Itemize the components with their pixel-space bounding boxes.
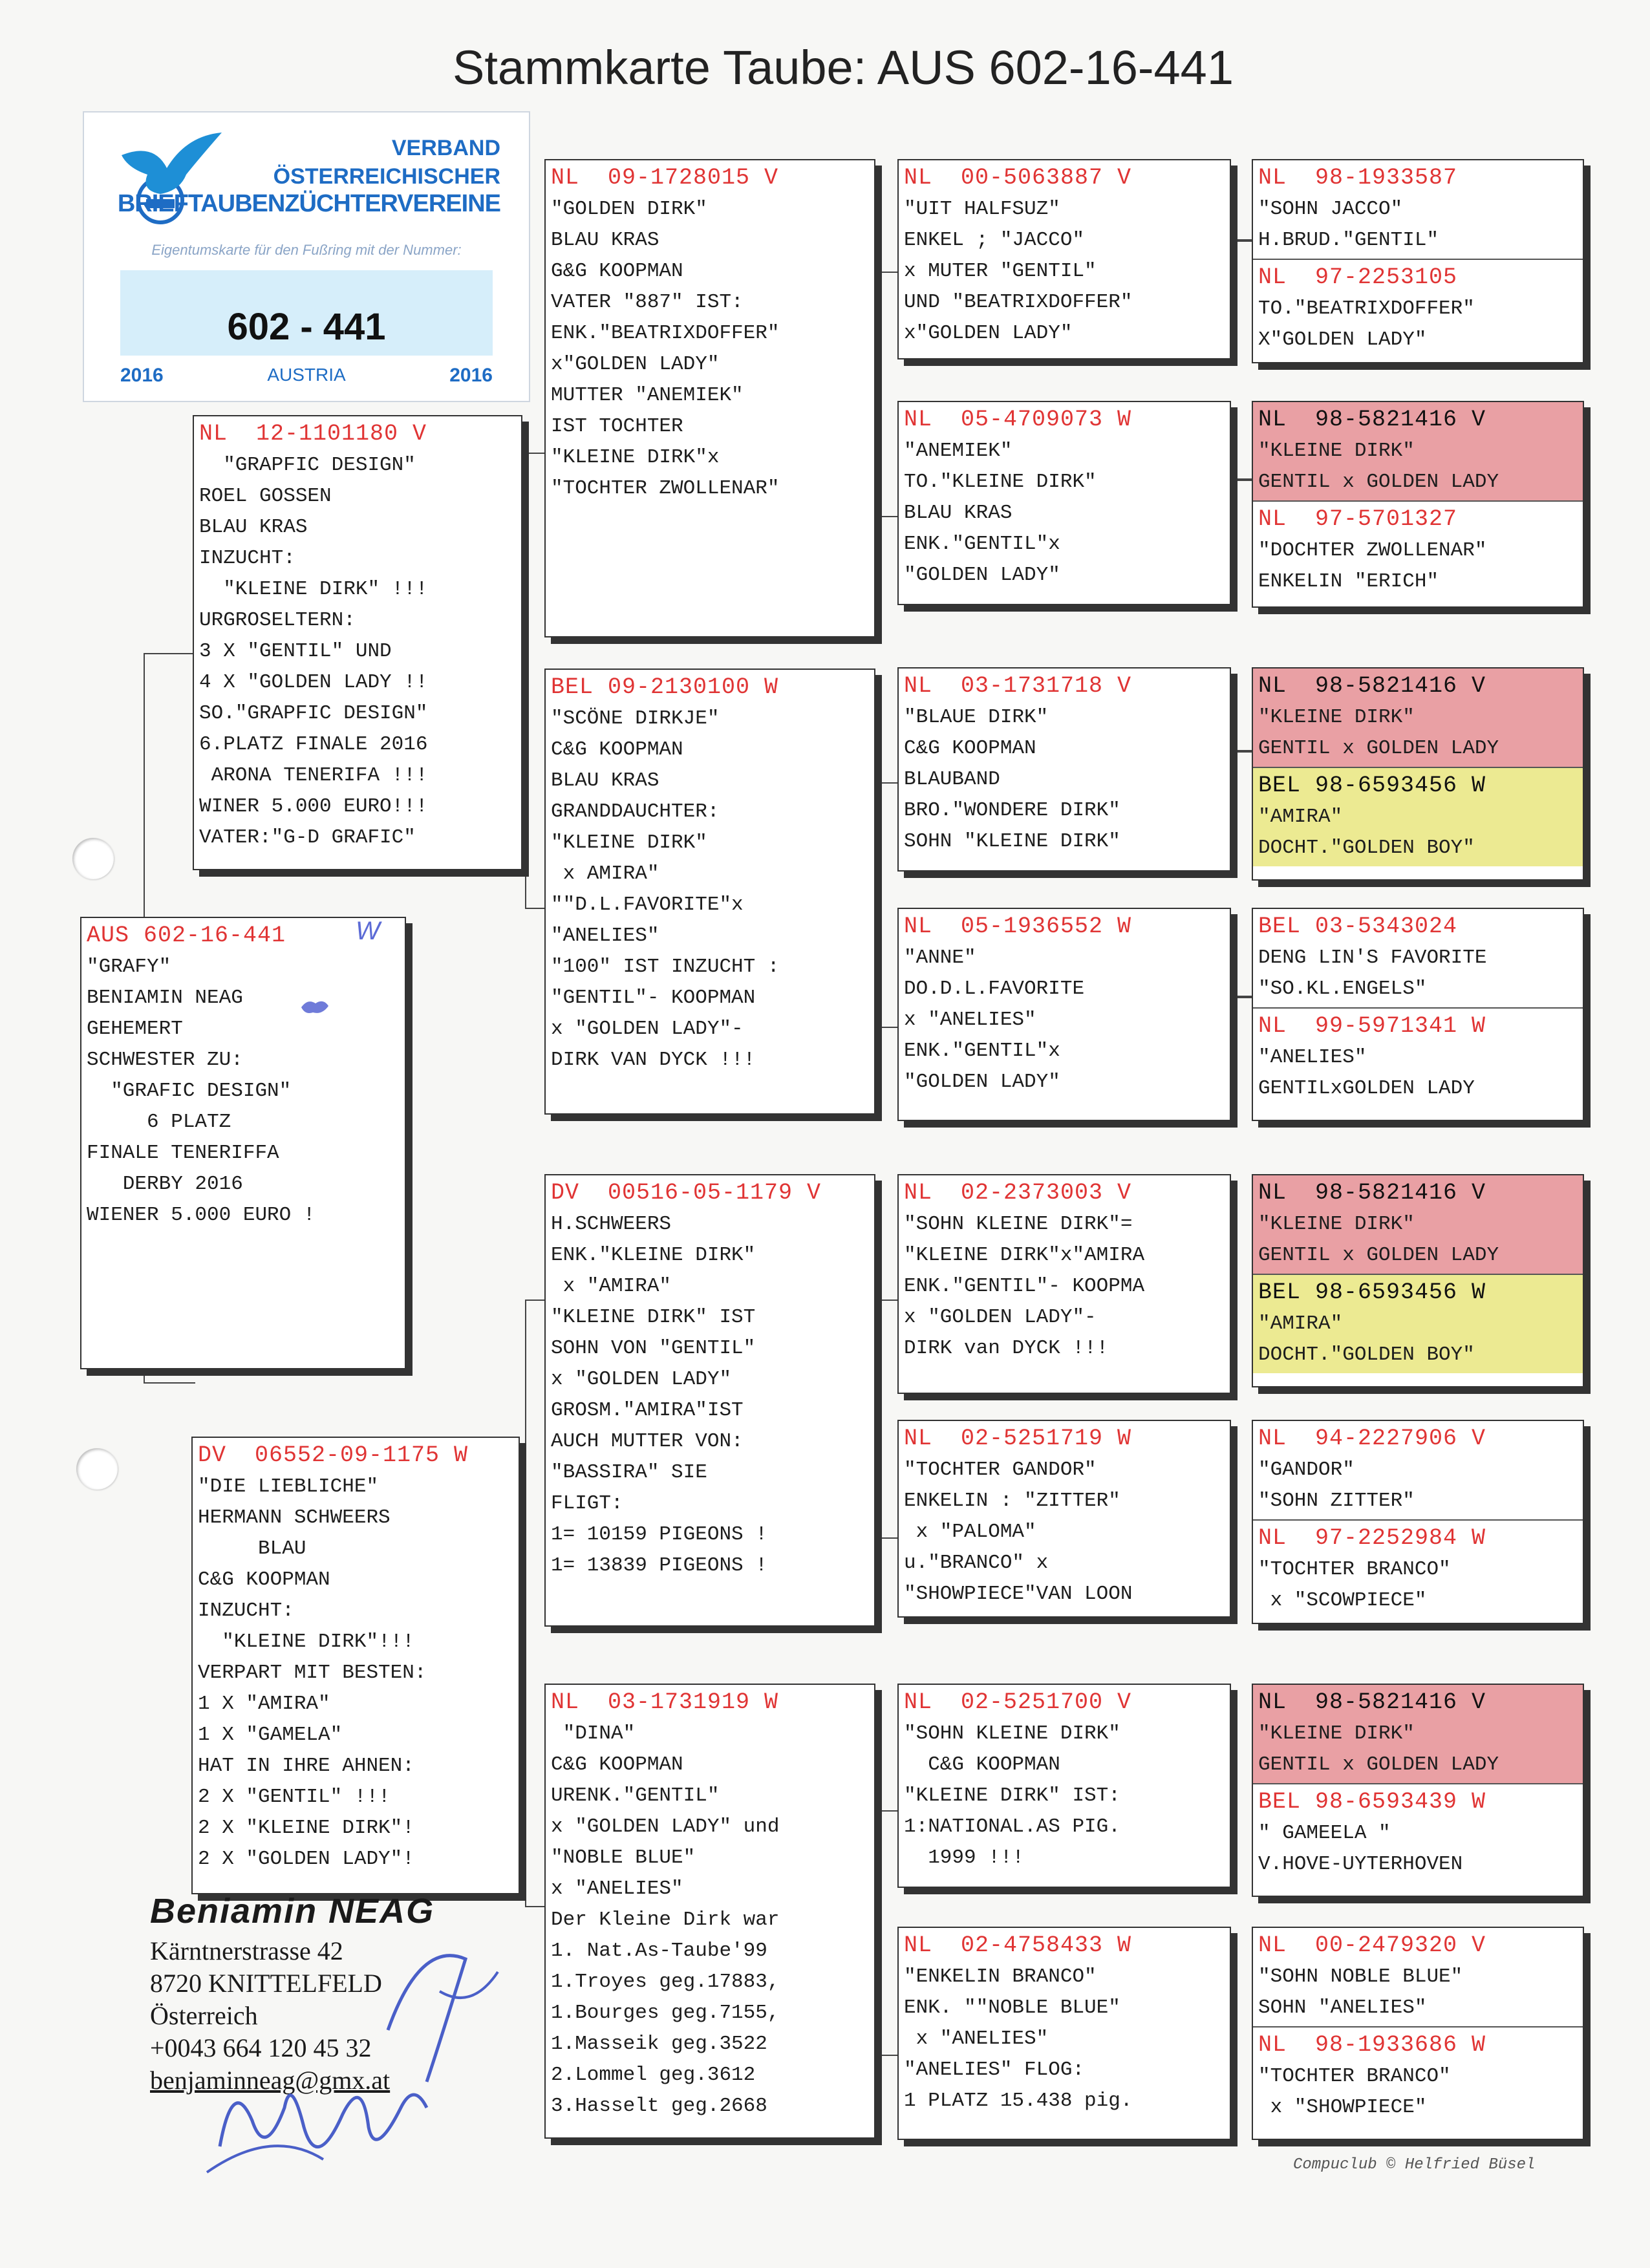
pedigree-note: ENKELIN "ERICH" — [1258, 570, 1439, 593]
bracket-g3 — [874, 1300, 897, 1539]
pedigree-note: GENTIL x GOLDEN LADY — [1258, 1244, 1499, 1267]
oesterreichischer-label: ÖSTERREICHISCHER — [273, 164, 500, 189]
pedigree-note: WINER 5.000 EURO!!! — [199, 795, 428, 818]
pedigree-note: "KLEINE DIRK"x"AMIRA — [904, 1244, 1145, 1267]
pedigree-note: C&G KOOPMAN — [551, 738, 683, 761]
verband-label: VERBAND — [391, 136, 500, 160]
handwritten-w-mark: W — [356, 917, 380, 945]
pedigree-note: ENK."GENTIL"x — [904, 1040, 1060, 1062]
pedigree-note: x "GOLDEN LADY"- — [551, 1018, 744, 1040]
ring-number: BEL 98-6593456 W — [1258, 773, 1486, 798]
pedigree-entry — [1253, 1007, 1583, 1107]
pedigree-entry — [1253, 1175, 1583, 1274]
pedigree-note: GENTIL x GOLDEN LADY — [1258, 1753, 1499, 1776]
pedigree-entry — [1253, 1928, 1583, 2026]
pedigree-note: 1 X "GAMELA" — [198, 1724, 343, 1746]
pedigree-note: DO.D.L.FAVORITE — [904, 978, 1085, 1000]
pedigree-note: "TOCHTER ZWOLLENAR" — [551, 477, 780, 500]
ring-year-left: 2016 — [120, 365, 164, 386]
pedigree-note: "SCÖNE DIRKJE" — [551, 707, 720, 730]
pedigree-note: "NOBLE BLUE" — [551, 1846, 696, 1869]
pedigree-note: 1.Troyes geg.17883, — [551, 1971, 780, 1993]
ring-number: NL 98-5821416 V — [1258, 673, 1486, 699]
pedigree-note: TO."KLEINE DIRK" — [904, 471, 1097, 493]
pedigree-note: "DIE LIEBLICHE" — [198, 1475, 379, 1498]
pedigree-note: 3.Hasselt geg.2668 — [551, 2095, 767, 2117]
pedigree-note: BRO."WONDERE DIRK" — [904, 799, 1120, 822]
ring-number: NL 98-1933686 W — [1258, 2032, 1486, 2058]
pedigree-note: BLAU — [198, 1537, 306, 1560]
bracket-g4 — [874, 1810, 897, 2056]
pedigree-note: C&G KOOPMAN — [551, 1753, 683, 1776]
pedigree-note: ENKELIN : "ZITTER" — [904, 1490, 1120, 1512]
pedigree-note: u."BRANCO" x — [904, 1552, 1049, 1574]
pedigree-note: 6.PLATZ FINALE 2016 — [199, 733, 428, 756]
card-ggg1 — [1252, 159, 1584, 363]
pedigree-note: IST TOCHTER — [551, 415, 683, 438]
pedigree-note: SO."GRAPFIC DESIGN" — [199, 702, 428, 725]
bracket-gg4 — [1235, 996, 1253, 998]
pedigree-note: "AMIRA" — [1258, 1312, 1343, 1335]
footer-credit: Compuclub © Helfried Büsel — [1293, 2156, 1536, 2174]
pedigree-note: HERMANN SCHWEERS — [198, 1506, 391, 1529]
pedigree-entry — [1253, 160, 1583, 259]
card-gg4 — [897, 908, 1231, 1121]
ring-number: NL 03-1731919 W — [551, 1689, 779, 1715]
card-sire-side-g1 — [544, 159, 875, 637]
eigentumskarte-caption: Eigentumskarte für den Fußring mit der Nummer: — [151, 242, 462, 258]
pedigree-note: "GENTIL"- KOOPMAN — [551, 987, 756, 1009]
ring-number: 602 - 441 — [227, 306, 386, 348]
pedigree-note: DENG LIN'S FAVORITE — [1258, 947, 1487, 969]
card-ggg2 — [1252, 401, 1584, 608]
pedigree-note: x"GOLDEN LADY" — [551, 353, 720, 376]
card-ggg7 — [1252, 1684, 1584, 1897]
pedigree-entry — [1253, 1783, 1583, 1883]
pedigree-entry — [1253, 402, 1583, 500]
pedigree-note: ARONA TENERIFA !!! — [199, 764, 428, 787]
pedigree-note: "KLEINE DIRK" — [551, 831, 707, 854]
pedigree-note: "DOCHTER ZWOLLENAR" — [1258, 539, 1487, 562]
pedigree-note: "DINA" — [551, 1722, 636, 1745]
pedigree-note: 3 X "GENTIL" UND — [199, 640, 392, 663]
pedigree-note: HAT IN IHRE AHNEN: — [198, 1755, 414, 1777]
verband-logo-card — [83, 111, 530, 402]
pedigree-note: "GRAFIC DESIGN" — [87, 1080, 292, 1102]
pedigree-note: TO."BEATRIXDOFFER" — [1258, 297, 1475, 320]
card-gg6 — [897, 1420, 1231, 1618]
ring-number: NL 97-5701327 — [1258, 506, 1458, 532]
pedigree-note: "GOLDEN LADY" — [904, 564, 1060, 586]
pedigree-entry — [899, 402, 1230, 594]
pedigree-note: C&G KOOPMAN — [904, 737, 1036, 760]
pedigree-note: INZUCHT: — [199, 547, 295, 570]
pedigree-note: H.SCHWEERS — [551, 1213, 672, 1236]
ring-number: NL 02-4758433 W — [904, 1932, 1132, 1958]
pedigree-entry — [899, 1685, 1230, 1876]
pedigree-note: 2 X "GOLDEN LADY"! — [198, 1848, 414, 1870]
pedigree-entry — [1253, 259, 1583, 358]
pedigree-note: G&G KOOPMAN — [551, 260, 683, 283]
pedigree-note: x "GOLDEN LADY"- — [904, 1306, 1097, 1329]
pedigree-note: BLAU KRAS — [551, 229, 659, 251]
pedigree-note: V.HOVE-UYTERHOVEN — [1258, 1853, 1463, 1876]
pedigree-entry — [899, 1175, 1230, 1367]
pedigree-note: 2 X "KLEINE DIRK"! — [198, 1817, 414, 1839]
pedigree-note: SCHWESTER ZU: — [87, 1049, 243, 1071]
ring-number: NL 99-5971341 W — [1258, 1013, 1486, 1039]
pedigree-note: C&G KOOPMAN — [198, 1568, 330, 1591]
ring-number: NL 94-2227906 V — [1258, 1426, 1486, 1451]
pedigree-note: FLIGT: — [551, 1492, 623, 1515]
pedigree-note: ""D.L.FAVORITE"x — [551, 893, 744, 916]
pedigree-note: URENK."GENTIL" — [551, 1784, 720, 1807]
card-dam — [191, 1437, 520, 1894]
ring-number: NL 98-5821416 V — [1258, 1180, 1486, 1206]
pedigree-note: AUCH MUTTER VON: — [551, 1430, 744, 1453]
pedigree-note: x "SHOWPIECE" — [1258, 2096, 1427, 2119]
pedigree-note: 1 X "AMIRA" — [198, 1693, 330, 1715]
pedigree-note: 1:NATIONAL.AS PIG. — [904, 1815, 1120, 1838]
pedigree-entry — [899, 669, 1230, 860]
pedigree-note: ENK."GENTIL"x — [904, 533, 1060, 555]
brieftaubenzuechtervereine-label: BRIEFTAUBENZÜCHTERVEREINE — [117, 190, 500, 217]
pedigree-note: "KLEINE DIRK" — [1258, 1213, 1415, 1236]
pedigree-note: GROSM."AMIRA"IST — [551, 1399, 744, 1422]
binder-hole — [72, 838, 114, 879]
pedigree-note: ENKEL ; "JACCO" — [904, 229, 1085, 251]
pedigree-entry — [1253, 1421, 1583, 1519]
pedigree-entry — [546, 160, 874, 507]
card-gg7 — [897, 1684, 1231, 1888]
ring-year-right: 2016 — [449, 365, 493, 386]
pedigree-note: "ANELIES" — [551, 925, 659, 947]
pedigree-note: BLAU KRAS — [904, 502, 1012, 524]
card-ggg5 — [1252, 1174, 1584, 1387]
pedigree-note: "ENKELIN BRANCO" — [904, 1965, 1097, 1988]
pedigree-entry — [81, 918, 405, 1234]
pedigree-entry — [899, 1421, 1230, 1612]
ring-number: NL 98-1933587 — [1258, 165, 1458, 191]
pedigree-note: "GANDOR" — [1258, 1459, 1355, 1481]
pedigree-note: ENK. ""NOBLE BLUE" — [904, 1996, 1120, 2019]
pedigree-entry — [899, 160, 1230, 352]
pedigree-note: WIENER 5.000 EURO ! — [87, 1204, 316, 1226]
pedigree-note: GEHEMERT — [87, 1018, 183, 1040]
pedigree-note: "KLEINE DIRK" — [1258, 440, 1415, 462]
pedigree-note: x "ANELIES" — [551, 1878, 683, 1900]
pedigree-note: DIRK VAN DYCK !!! — [551, 1049, 756, 1071]
pedigree-note: "KLEINE DIRK"x — [551, 446, 720, 469]
pedigree-note: BLAUBAND — [904, 768, 1000, 791]
pedigree-note: "BASSIRA" SIE — [551, 1461, 707, 1484]
pedigree-note: GRANDDAUCHTER: — [551, 800, 720, 823]
owner-street: Kärntnerstrasse 42 — [150, 1936, 343, 1965]
card-ggg4 — [1252, 908, 1584, 1121]
pedigree-note: 2 X "GENTIL" !!! — [198, 1786, 391, 1808]
pedigree-entry — [1253, 767, 1583, 866]
pedigree-note: VATER:"G-D GRAFIC" — [199, 826, 416, 849]
pedigree-entry — [546, 670, 874, 1078]
pedigree-entry — [193, 1438, 519, 1878]
pedigree-note: INZUCHT: — [198, 1599, 294, 1622]
ring-number: DV 06552-09-1175 W — [198, 1442, 469, 1468]
card-dam-side-g3 — [544, 1174, 875, 1627]
pedigree-note: BENIAMIN NEAG — [87, 987, 243, 1009]
bracket-gg3 — [1235, 750, 1253, 753]
pedigree-note: "GRAPFIC DESIGN" — [199, 454, 416, 476]
card-ggg6 — [1252, 1420, 1584, 1624]
pedigree-note: "SOHN NOBLE BLUE" — [1258, 1965, 1463, 1988]
pedigree-note: DOCHT."GOLDEN BOY" — [1258, 1343, 1475, 1366]
pedigree-note: VATER "887" IST: — [551, 291, 744, 314]
pedigree-note: 1= 10159 PIGEONS ! — [551, 1523, 767, 1546]
pedigree-note: ROEL GOSSEN — [199, 485, 332, 508]
pedigree-note: x AMIRA" — [551, 862, 659, 885]
ring-number: NL 03-1731718 V — [904, 673, 1132, 699]
pedigree-note: "TOCHTER BRANCO" — [1258, 2065, 1451, 2088]
owner-email-link[interactable]: benjaminneag@gmx.at — [150, 2066, 391, 2095]
pedigree-entry — [546, 1685, 874, 2124]
pedigree-note: x "ANELIES" — [904, 2027, 1049, 2050]
pedigree-note: "SOHN JACCO" — [1258, 198, 1403, 220]
pedigree-note: "SOHN KLEINE DIRK" — [904, 1722, 1120, 1745]
pedigree-note: GENTILxGOLDEN LADY — [1258, 1077, 1475, 1100]
bracket-dam — [525, 1300, 546, 1907]
pedigree-note: "GRAFY" — [87, 956, 171, 978]
pedigree-note: ENK."KLEINE DIRK" — [551, 1244, 756, 1267]
pedigree-note: FINALE TENERIFFA — [87, 1142, 279, 1164]
pedigree-note: MUTTER "ANEMIEK" — [551, 384, 744, 407]
pedigree-note: x "PALOMA" — [904, 1521, 1036, 1543]
pedigree-note: DIRK van DYCK !!! — [904, 1337, 1109, 1360]
pedigree-note: x"GOLDEN LADY" — [904, 322, 1073, 345]
pedigree-note: UND "BEATRIXDOFFER" — [904, 291, 1133, 314]
ring-country: AUSTRIA — [267, 365, 346, 385]
handwritten-signature — [194, 1914, 556, 2185]
card-gg2 — [897, 401, 1231, 605]
pedigree-note: x "AMIRA" — [551, 1275, 672, 1298]
pedigree-note: 1 PLATZ 15.438 pig. — [904, 2090, 1133, 2112]
ring-number: NL 05-1936552 W — [904, 914, 1132, 939]
page-title: Stammkarte Taube: AUS 602-16-441 — [453, 41, 1234, 94]
ring-number: DV 00516-05-1179 V — [551, 1180, 822, 1206]
pedigree-note: "KLEINE DIRK"!!! — [198, 1631, 414, 1653]
pedigree-note: "ANELIES" — [1258, 1046, 1367, 1069]
pedigree-entry — [1253, 1519, 1583, 1619]
ring-number: AUS 602-16-441 — [87, 923, 286, 948]
pedigree-note: "KLEINE DIRK" !!! — [199, 578, 428, 601]
pedigree-entry — [1253, 669, 1583, 767]
ring-number: NL 00-5063887 V — [904, 165, 1132, 191]
pedigree-entry — [1253, 909, 1583, 1007]
owner-name: Beniamin NEAG — [150, 1892, 435, 1931]
card-sire-side-g2 — [544, 669, 875, 1115]
pedigree-note: ENK."BEATRIXDOFFER" — [551, 322, 780, 345]
bracket-g2 — [874, 782, 897, 1028]
pedigree-note: SOHN "KLEINE DIRK" — [904, 830, 1120, 853]
bracket-gg1 — [1235, 239, 1253, 242]
binder-hole — [76, 1448, 118, 1490]
ring-number: NL 02-2373003 V — [904, 1180, 1132, 1206]
card-dam-side-g4 — [544, 1684, 875, 2139]
pedigree-note: "SOHN KLEINE DIRK"= — [904, 1213, 1133, 1236]
pedigree-note: "KLEINE DIRK" IST — [551, 1306, 756, 1329]
pedigree-note: "UIT HALFSUZ" — [904, 198, 1060, 220]
pedigree-note: "GOLDEN LADY" — [904, 1071, 1060, 1093]
pedigree-note: X"GOLDEN LADY" — [1258, 328, 1427, 351]
ink-smudge-icon — [299, 996, 331, 1018]
ring-number: BEL 09-2130100 W — [551, 674, 779, 700]
pedigree-note: "SHOWPIECE"VAN LOON — [904, 1583, 1133, 1605]
ring-number: BEL 98-6593456 W — [1258, 1279, 1486, 1305]
pedigree-note: x "SCOWPIECE" — [1258, 1589, 1427, 1612]
pedigree-entry — [546, 1175, 874, 1584]
card-gg3 — [897, 667, 1231, 872]
owner-country: Österreich — [150, 2001, 258, 2030]
pedigree-note: 1= 13839 PIGEONS ! — [551, 1554, 767, 1577]
pedigree-note: GENTIL x GOLDEN LADY — [1258, 737, 1499, 760]
pedigree-note: 6 PLATZ — [87, 1111, 231, 1133]
pedigree-note: x "ANELIES" — [904, 1009, 1036, 1031]
pedigree-entry — [1253, 2026, 1583, 2126]
pedigree-note: BLAU KRAS — [551, 769, 659, 792]
pedigree-note: x "GOLDEN LADY" — [551, 1368, 732, 1391]
pedigree-note: GENTIL x GOLDEN LADY — [1258, 471, 1499, 493]
ring-number: BEL 98-6593439 W — [1258, 1789, 1486, 1815]
pedigree-note: BLAU KRAS — [199, 516, 308, 539]
ring-number: NL 00-2479320 V — [1258, 1932, 1486, 1958]
owner-phone: +0043 664 120 45 32 — [150, 2033, 372, 2062]
pedigree-note: URGROSELTERN: — [199, 609, 356, 632]
pedigree-note: "ANNE" — [904, 947, 976, 969]
card-bird — [80, 917, 406, 1369]
pedigree-note: "100" IST INZUCHT : — [551, 956, 780, 978]
pedigree-entry — [1253, 500, 1583, 600]
ring-number: NL 09-1728015 V — [551, 165, 779, 191]
card-gg5 — [897, 1174, 1231, 1394]
pedigree-note: DERBY 2016 — [87, 1173, 243, 1195]
pedigree-note: "SO.KL.ENGELS" — [1258, 978, 1427, 1000]
ring-number: NL 05-4709073 W — [904, 407, 1132, 433]
card-ggg3 — [1252, 667, 1584, 881]
pedigree-note: x "GOLDEN LADY" und — [551, 1815, 780, 1838]
pedigree-entry — [1253, 1274, 1583, 1373]
pedigree-note: H.BRUD."GENTIL" — [1258, 229, 1439, 251]
pedigree-note: 1.Bourges geg.7155, — [551, 2002, 780, 2024]
card-ggg8 — [1252, 1927, 1584, 2140]
bracket-gg2 — [1235, 478, 1253, 481]
ring-number: NL 98-5821416 V — [1258, 1689, 1486, 1715]
pedigree-note: C&G KOOPMAN — [904, 1753, 1060, 1776]
ring-number: NL 97-2252984 W — [1258, 1525, 1486, 1551]
pedigree-note: x MUTER "GENTIL" — [904, 260, 1097, 283]
card-gg8 — [897, 1927, 1231, 2140]
pedigree-note: VERPART MIT BESTEN: — [198, 1662, 427, 1684]
pedigree-note: SOHN VON "GENTIL" — [551, 1337, 756, 1360]
card-gg1 — [897, 159, 1231, 359]
pedigree-note: 4 X "GOLDEN LADY !! — [199, 671, 428, 694]
pedigree-note: 1999 !!! — [904, 1846, 1025, 1869]
pedigree-note: "ANELIES" FLOG: — [904, 2059, 1085, 2081]
pedigree-note: ENK."GENTIL"- KOOPMA — [904, 1275, 1145, 1298]
owner-city: 8720 KNITTELFELD — [150, 1969, 382, 1998]
pedigree-note: "AMIRA" — [1258, 806, 1343, 828]
pedigree-note: 1.Masseik geg.3522 — [551, 2033, 767, 2055]
pedigree-note: "KLEINE DIRK" — [1258, 706, 1415, 729]
pedigree-note: " GAMEELA " — [1258, 1822, 1391, 1845]
pedigree-note: 2.Lommel geg.3612 — [551, 2064, 756, 2086]
bracket-g1 — [874, 272, 897, 517]
pedigree-note: SOHN "ANELIES" — [1258, 1996, 1427, 2019]
ring-number: NL 02-5251700 V — [904, 1689, 1132, 1715]
pedigree-note: "BLAUE DIRK" — [904, 706, 1049, 729]
pedigree-note: "KLEINE DIRK" — [1258, 1722, 1415, 1745]
pedigree-note: "ANEMIEK" — [904, 440, 1012, 462]
ring-number: NL 12-1101180 V — [199, 421, 427, 447]
pedigree-note: "KLEINE DIRK" IST: — [904, 1784, 1120, 1807]
pedigree-entry — [899, 909, 1230, 1100]
pedigree-entry — [194, 416, 521, 856]
pedigree-note: Der Kleine Dirk war — [551, 1909, 780, 1931]
card-sibling — [193, 415, 522, 870]
ring-number: NL 98-5821416 V — [1258, 407, 1486, 433]
pedigree-note: "TOCHTER GANDOR" — [904, 1459, 1097, 1481]
pedigree-note: "SOHN ZITTER" — [1258, 1490, 1415, 1512]
pedigree-note: "GOLDEN DIRK" — [551, 198, 707, 220]
ring-number: BEL 03-5343024 — [1258, 914, 1458, 939]
ring-number: NL 97-2253105 — [1258, 264, 1458, 290]
pedigree-note: 1. Nat.As-Taube'99 — [551, 1940, 767, 1962]
pedigree-note: DOCHT."GOLDEN BOY" — [1258, 837, 1475, 859]
ring-number: NL 02-5251719 W — [904, 1426, 1132, 1451]
pedigree-note: "TOCHTER BRANCO" — [1258, 1558, 1451, 1581]
pedigree-entry — [899, 1928, 1230, 2119]
bracket-sire — [525, 453, 546, 909]
pedigree-entry — [1253, 1685, 1583, 1783]
